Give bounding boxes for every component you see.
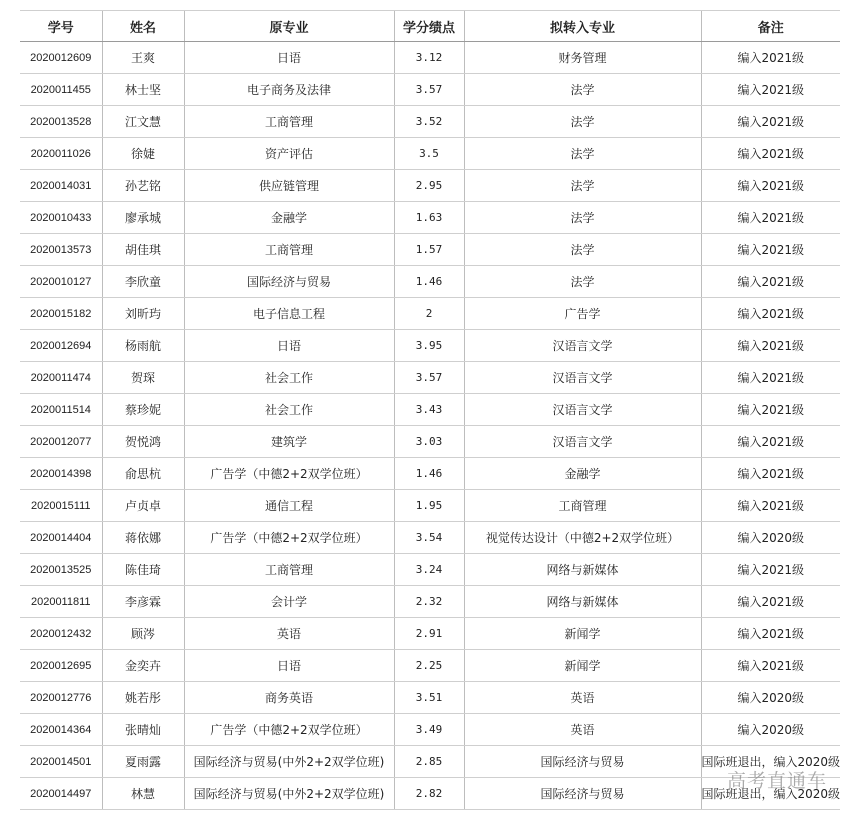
student-id-cell: 2020015111 [20,490,102,522]
remarks-cell: 编入2021级 [701,202,840,234]
target-major-cell: 网络与新媒体 [464,586,701,618]
original-major-cell: 建筑学 [184,426,394,458]
gpa-cell: 1.95 [394,490,464,522]
student-id-cell: 2020012609 [20,42,102,74]
target-major-cell: 英语 [464,714,701,746]
original-major-cell: 会计学 [184,586,394,618]
remarks-cell: 国际班退出，编入2020级 [701,746,840,778]
target-major-cell: 汉语言文学 [464,394,701,426]
remarks-cell: 编入2021级 [701,138,840,170]
gpa-cell: 3.24 [394,554,464,586]
original-major-cell: 工商管理 [184,234,394,266]
gpa-cell: 2.32 [394,586,464,618]
student-id-cell: 2020011514 [20,394,102,426]
name-cell: 贺悦鸿 [102,426,184,458]
target-major-cell: 金融学 [464,458,701,490]
target-major-cell: 国际经济与贸易 [464,746,701,778]
table-row [20,746,840,778]
remarks-cell: 编入2021级 [701,586,840,618]
target-major-cell: 国际经济与贸易 [464,778,701,810]
original-major-cell: 供应链管理 [184,170,394,202]
original-major-cell: 国际经济与贸易 [184,266,394,298]
student-id-cell: 2020012432 [20,618,102,650]
remarks-cell: 编入2021级 [701,650,840,682]
remarks-cell: 编入2021级 [701,266,840,298]
original-major-cell: 资产评估 [184,138,394,170]
name-cell: 李彦霖 [102,586,184,618]
student-id-cell: 2020012694 [20,330,102,362]
original-major-cell: 英语 [184,618,394,650]
name-cell: 陈佳琦 [102,554,184,586]
original-major-cell: 国际经济与贸易(中外2+2双学位班) [184,778,394,810]
student-id-cell: 2020013528 [20,106,102,138]
original-major-cell: 电子信息工程 [184,298,394,330]
gpa-cell: 3.51 [394,682,464,714]
gpa-cell: 3.5 [394,138,464,170]
target-major-cell: 英语 [464,682,701,714]
original-major-cell: 通信工程 [184,490,394,522]
table-row [20,682,840,714]
student-id-cell: 2020014501 [20,746,102,778]
gpa-cell: 3.49 [394,714,464,746]
name-cell: 林士坚 [102,74,184,106]
gpa-cell: 3.57 [394,74,464,106]
table-header [20,11,840,42]
target-major-cell: 视觉传达设计（中德2+2双学位班） [464,522,701,554]
table-row [20,522,840,554]
watermark-logo: 高考直通车 [726,770,827,792]
target-major-cell: 法学 [464,74,701,106]
student-id-cell: 2020011474 [20,362,102,394]
gpa-cell: 3.12 [394,42,464,74]
table-row [20,138,840,170]
target-major-cell: 汉语言文学 [464,330,701,362]
student-id-cell: 2020014031 [20,170,102,202]
col-header-name: 姓名 [102,11,184,42]
student-id-cell: 2020013573 [20,234,102,266]
target-major-cell: 新闻学 [464,650,701,682]
target-major-cell: 法学 [464,234,701,266]
target-major-cell: 法学 [464,138,701,170]
target-major-cell: 法学 [464,106,701,138]
table-row [20,330,840,362]
original-major-cell: 社会工作 [184,394,394,426]
gpa-cell: 2.85 [394,746,464,778]
remarks-cell: 编入2021级 [701,298,840,330]
name-cell: 杨雨航 [102,330,184,362]
remarks-cell: 编入2021级 [701,42,840,74]
student-id-cell: 2020014404 [20,522,102,554]
remarks-cell: 国际班退出，编入2020级 [701,778,840,810]
original-major-cell: 社会工作 [184,362,394,394]
student-id-cell: 2020014497 [20,778,102,810]
table-row [20,170,840,202]
student-id-cell: 2020010433 [20,202,102,234]
remarks-cell: 编入2021级 [701,490,840,522]
table-row [20,74,840,106]
target-major-cell: 广告学 [464,298,701,330]
original-major-cell: 日语 [184,42,394,74]
student-id-cell: 2020014364 [20,714,102,746]
name-cell: 蔡珍妮 [102,394,184,426]
original-major-cell: 广告学（中德2+2双学位班） [184,714,394,746]
remarks-cell: 编入2020级 [701,522,840,554]
col-header-remarks: 备注 [701,11,840,42]
target-major-cell: 法学 [464,170,701,202]
original-major-cell: 日语 [184,650,394,682]
student-id-cell: 2020012695 [20,650,102,682]
original-major-cell: 工商管理 [184,106,394,138]
remarks-cell: 编入2021级 [701,330,840,362]
gpa-cell: 3.52 [394,106,464,138]
table-row [20,778,840,810]
name-cell: 廖承城 [102,202,184,234]
col-header-target-major: 拟转入专业 [464,11,701,42]
table-row [20,266,840,298]
table-row [20,426,840,458]
table-row [20,714,840,746]
gpa-cell: 1.63 [394,202,464,234]
target-major-cell: 法学 [464,266,701,298]
table-body [20,42,840,810]
gpa-cell: 1.46 [394,458,464,490]
name-cell: 胡佳琪 [102,234,184,266]
student-id-cell: 2020014398 [20,458,102,490]
table-row [20,618,840,650]
remarks-cell: 编入2021级 [701,170,840,202]
name-cell: 俞思杭 [102,458,184,490]
header-row [20,11,840,42]
remarks-cell: 编入2021级 [701,394,840,426]
remarks-cell: 编入2021级 [701,618,840,650]
col-header-student-id: 学号 [20,11,102,42]
name-cell: 顾涔 [102,618,184,650]
remarks-cell: 编入2021级 [701,554,840,586]
remarks-cell: 编入2021级 [701,234,840,266]
original-major-cell: 国际经济与贸易(中外2+2双学位班) [184,746,394,778]
table-row [20,234,840,266]
remarks-cell: 编入2021级 [701,458,840,490]
gpa-cell: 2.91 [394,618,464,650]
original-major-cell: 广告学（中德2+2双学位班） [184,522,394,554]
student-id-cell: 2020013525 [20,554,102,586]
table-row [20,458,840,490]
col-header-original-major: 原专业 [184,11,394,42]
remarks-cell: 编入2020级 [701,714,840,746]
gpa-cell: 3.95 [394,330,464,362]
gpa-cell: 2.25 [394,650,464,682]
gpa-cell: 3.57 [394,362,464,394]
target-major-cell: 财务管理 [464,42,701,74]
gpa-cell: 1.46 [394,266,464,298]
original-major-cell: 商务英语 [184,682,394,714]
name-cell: 徐婕 [102,138,184,170]
original-major-cell: 金融学 [184,202,394,234]
target-major-cell: 汉语言文学 [464,362,701,394]
gpa-cell: 3.03 [394,426,464,458]
student-id-cell: 2020012776 [20,682,102,714]
name-cell: 王爽 [102,42,184,74]
name-cell: 孙艺铭 [102,170,184,202]
remarks-cell: 编入2021级 [701,74,840,106]
target-major-cell: 汉语言文学 [464,426,701,458]
name-cell: 林慧 [102,778,184,810]
table-row [20,394,840,426]
table-row [20,554,840,586]
student-id-cell: 2020011455 [20,74,102,106]
remarks-cell: 编入2021级 [701,426,840,458]
remarks-cell: 编入2020级 [701,682,840,714]
table-row [20,490,840,522]
transfer-students-table [20,10,840,810]
gpa-cell: 2.82 [394,778,464,810]
original-major-cell: 工商管理 [184,554,394,586]
gpa-cell: 2.95 [394,170,464,202]
table-row [20,42,840,74]
student-id-cell: 2020011026 [20,138,102,170]
name-cell: 夏雨露 [102,746,184,778]
table-row [20,202,840,234]
table-row [20,298,840,330]
name-cell: 贺琛 [102,362,184,394]
table-row [20,586,840,618]
student-id-cell: 2020015182 [20,298,102,330]
name-cell: 金奕卉 [102,650,184,682]
original-major-cell: 广告学（中德2+2双学位班） [184,458,394,490]
col-header-gpa: 学分绩点 [394,11,464,42]
remarks-cell: 编入2021级 [701,106,840,138]
gpa-cell: 3.43 [394,394,464,426]
name-cell: 李欣童 [102,266,184,298]
gpa-cell: 1.57 [394,234,464,266]
original-major-cell: 日语 [184,330,394,362]
gpa-cell: 3.54 [394,522,464,554]
remarks-cell: 编入2021级 [701,362,840,394]
original-major-cell: 电子商务及法律 [184,74,394,106]
gpa-cell: 2 [394,298,464,330]
table-row [20,362,840,394]
table-row [20,106,840,138]
table-row [20,650,840,682]
target-major-cell: 网络与新媒体 [464,554,701,586]
student-id-cell: 2020010127 [20,266,102,298]
student-id-cell: 2020012077 [20,426,102,458]
target-major-cell: 工商管理 [464,490,701,522]
name-cell: 张晴灿 [102,714,184,746]
name-cell: 江文慧 [102,106,184,138]
target-major-cell: 新闻学 [464,618,701,650]
name-cell: 蒋依娜 [102,522,184,554]
student-id-cell: 2020011811 [20,586,102,618]
name-cell: 刘昕玙 [102,298,184,330]
name-cell: 卢贞卓 [102,490,184,522]
name-cell: 姚若彤 [102,682,184,714]
target-major-cell: 法学 [464,202,701,234]
